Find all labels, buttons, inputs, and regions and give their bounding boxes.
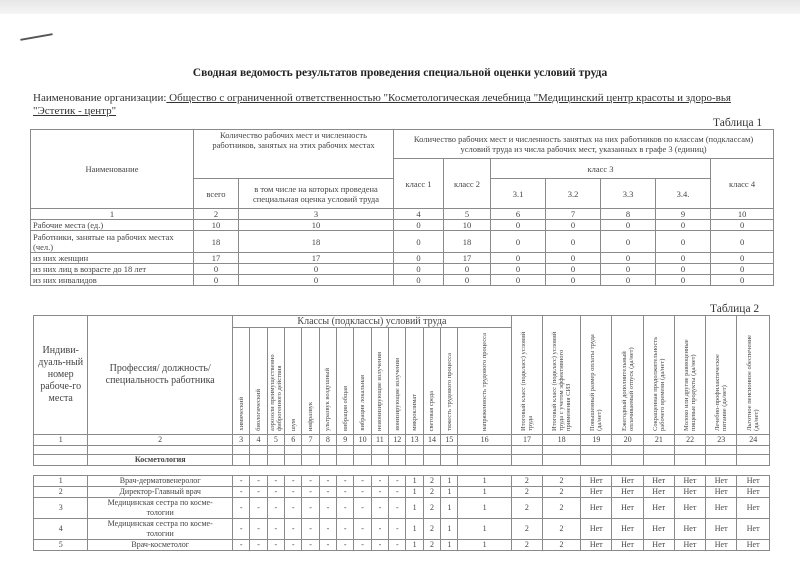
cell: 0 [711, 264, 774, 275]
cell: - [302, 540, 319, 551]
cell: - [319, 498, 336, 519]
cell: 0 [711, 253, 774, 264]
cell: 0 [194, 275, 239, 286]
cell: 1 [406, 476, 423, 487]
organization-label: Наименование организации: [33, 92, 167, 104]
cell: Нет [674, 498, 705, 519]
cell: - [285, 487, 302, 498]
summary-table-1 [30, 129, 774, 286]
header-text: световая среда [428, 390, 436, 431]
cell: - [371, 476, 388, 487]
header-factor-non-ionizing [371, 328, 388, 435]
header-text: химический [237, 397, 245, 431]
col-number: 19 [581, 435, 612, 446]
cell: Нет [674, 540, 705, 551]
header-text: Молоко или другие равноценные пищевые продукты (да/нет) [683, 339, 698, 431]
header-factor-lighting [423, 328, 440, 435]
cell: 1 [406, 540, 423, 551]
header-factor-microclimate [406, 328, 423, 435]
cell: 10 [444, 220, 491, 231]
cell: 0 [444, 264, 491, 275]
cell: 1 [441, 487, 458, 498]
cell: 18 [194, 231, 239, 253]
cell: 0 [546, 275, 601, 286]
cell: 0 [601, 231, 656, 253]
header-text: ионизирующие излучения [393, 358, 401, 431]
organization-line [33, 92, 773, 118]
cell: 17 [444, 253, 491, 264]
cell: Нет [674, 519, 705, 540]
workplace-id: 4 [34, 519, 88, 540]
col-number: 16 [458, 435, 511, 446]
table-row [34, 476, 770, 487]
cell: - [250, 498, 267, 519]
cell: Нет [581, 498, 612, 519]
cell: - [389, 540, 406, 551]
cell: 0 [491, 253, 546, 264]
cell: Нет [612, 476, 643, 487]
col-number: 21 [643, 435, 674, 446]
cell: - [337, 519, 354, 540]
header-class-3-2: 3.2 [546, 179, 601, 209]
cell: - [337, 487, 354, 498]
col-number: 24 [737, 435, 770, 446]
header-text: Ежегодный дополнительный оплачиваемый отпуск (да/нет) [620, 347, 635, 431]
header-factor-infrasound [302, 328, 319, 435]
cell: 1 [458, 540, 511, 551]
row-label: Работники, занятые на рабочих местах (чел.) [31, 231, 194, 253]
cell: 0 [656, 253, 711, 264]
cell: 0 [394, 220, 444, 231]
cell: - [337, 540, 354, 551]
cell: Нет [674, 487, 705, 498]
cell: 0 [394, 253, 444, 264]
header-text: тяжесть трудового процесса [445, 353, 453, 431]
cell: 0 [546, 231, 601, 253]
col-number: 15 [441, 435, 458, 446]
header-factor-ionizing [389, 328, 406, 435]
cell: - [250, 487, 267, 498]
cell: 0 [601, 264, 656, 275]
cell: - [389, 487, 406, 498]
cell: - [337, 498, 354, 519]
cell: - [337, 476, 354, 487]
row-label: из них женщин [31, 253, 194, 264]
cell: 2 [511, 487, 542, 498]
cell: - [389, 498, 406, 519]
table-row [34, 519, 770, 540]
cell: Нет [643, 519, 674, 540]
cell: 2 [511, 476, 542, 487]
cell: - [233, 487, 250, 498]
cell: - [233, 498, 250, 519]
col-number: 8 [601, 209, 656, 220]
cell: 0 [711, 220, 774, 231]
header-classes-group: Количество рабочих мест и численность занятых на них работников по классам (подклассам) условий труда из числа рабочих мест, указанных в графе 3 (единиц) [394, 130, 774, 159]
header-text: биологический [255, 389, 262, 431]
cell: - [319, 519, 336, 540]
cell: - [233, 476, 250, 487]
cell: - [250, 519, 267, 540]
cell: - [285, 540, 302, 551]
header-med-food [706, 316, 737, 435]
cell: - [267, 540, 284, 551]
cell: 1 [406, 498, 423, 519]
col-number: 17 [511, 435, 542, 446]
cell: 2 [423, 540, 440, 551]
cell: 2 [511, 519, 542, 540]
profession: Врач-косметолог [88, 540, 233, 551]
cell: 1 [458, 476, 511, 487]
col-number: 2 [194, 209, 239, 220]
cell: 2 [542, 487, 580, 498]
header-class3: класс 3 [491, 159, 711, 179]
cell: 0 [711, 275, 774, 286]
header-assessed: в том числе на которых проведена специальная оценка условий труда [239, 179, 394, 209]
cell: Нет [581, 487, 612, 498]
cell: - [267, 476, 284, 487]
cell: 1 [441, 519, 458, 540]
header-text: напряженность трудового процесса [481, 332, 489, 431]
header-text: микроклимат [411, 394, 419, 431]
cell: 17 [194, 253, 239, 264]
cell: Нет [737, 487, 770, 498]
col-number: 6 [491, 209, 546, 220]
cell: 0 [546, 264, 601, 275]
cell: 0 [546, 253, 601, 264]
cell: 0 [394, 231, 444, 253]
col-number: 1 [34, 435, 88, 446]
table-row [31, 231, 774, 253]
col-number: 10 [711, 209, 774, 220]
cell: Нет [581, 476, 612, 487]
cell: Нет [706, 487, 737, 498]
workplace-id: 3 [34, 498, 88, 519]
cell: Нет [737, 476, 770, 487]
cell: 1 [458, 519, 511, 540]
header-factor-noise [285, 328, 302, 435]
document-title: Сводная ведомость результатов проведения специальной оценки условий труда [192, 67, 608, 79]
cell: Нет [612, 487, 643, 498]
header-final-class [511, 316, 542, 435]
cell: - [319, 540, 336, 551]
cell: - [233, 519, 250, 540]
cell: Нет [706, 519, 737, 540]
cell: Нет [706, 476, 737, 487]
cell: 2 [542, 498, 580, 519]
cell: 0 [394, 264, 444, 275]
header-class4: класс 4 [711, 159, 774, 209]
header-factor-biological [250, 328, 267, 435]
cell: 0 [711, 231, 774, 253]
col-number: 4 [250, 435, 267, 446]
scan-top-edge [0, 0, 800, 14]
table-row [31, 275, 774, 286]
cell: 2 [542, 476, 580, 487]
workplace-id: 2 [34, 487, 88, 498]
header-workplaces-group: Количество рабочих мест и численность работников, занятых на этих рабочих местах [194, 130, 394, 179]
cell: 18 [239, 231, 394, 253]
header-class-3-4: 3.4. [656, 179, 711, 209]
cell: - [302, 498, 319, 519]
profession: Медицинская сестра по косме-тологии [88, 498, 233, 519]
cell: - [371, 540, 388, 551]
col-number: 2 [88, 435, 233, 446]
table-row [31, 264, 774, 275]
cell: 0 [601, 220, 656, 231]
cell: Нет [643, 487, 674, 498]
profession: Директор-Главный врач [88, 487, 233, 498]
header-text: вибрация общая [341, 386, 349, 431]
cell: 0 [491, 231, 546, 253]
header-factor-intensity [458, 328, 511, 435]
cell: 0 [656, 264, 711, 275]
cell: - [371, 519, 388, 540]
header-profession: Профессия/ должность/ специальность работника [88, 316, 233, 435]
cell: - [285, 519, 302, 540]
cell: 1 [441, 498, 458, 519]
workplaces-table-2-body [33, 475, 770, 551]
cell: Нет [612, 540, 643, 551]
cell: - [250, 540, 267, 551]
cell: 0 [194, 264, 239, 275]
cell: 18 [444, 231, 491, 253]
row-label: из них лиц в возрасте до 18 лет [31, 264, 194, 275]
header-factor-vibration-general [337, 328, 354, 435]
col-number: 3 [239, 209, 394, 220]
cell: 2 [542, 519, 580, 540]
table1-label: Таблица 1 [713, 117, 763, 129]
header-text: Лечебно-профилактическое питание (да/нет) [714, 354, 729, 431]
col-number: 18 [543, 435, 581, 446]
cell: - [371, 487, 388, 498]
cell: 2 [423, 487, 440, 498]
cell: Нет [643, 540, 674, 551]
col-number: 5 [267, 435, 284, 446]
cell: 0 [239, 275, 394, 286]
header-text: Повышенный размер оплаты труда (да/нет) [589, 334, 604, 431]
header-text: ультразвук воздушный [324, 367, 332, 431]
header-factor-chemical [232, 328, 249, 435]
cell: 10 [194, 220, 239, 231]
cell: 0 [546, 220, 601, 231]
cell: - [354, 487, 371, 498]
cell: 0 [491, 264, 546, 275]
cell: - [389, 519, 406, 540]
col-number: 8 [319, 435, 336, 446]
col-number: 5 [444, 209, 491, 220]
col-number: 1 [31, 209, 194, 220]
cell: 0 [656, 275, 711, 286]
cell: Нет [612, 519, 643, 540]
col-number: 12 [389, 435, 406, 446]
col-number: 7 [546, 209, 601, 220]
header-text: Итоговый класс (подкласс) условий труда с учетом эффективного применения СИЗ [551, 331, 573, 431]
cell: - [354, 540, 371, 551]
row-label: Рабочие места (ед.) [31, 220, 194, 231]
cell: 0 [444, 275, 491, 286]
column-number-row [34, 435, 770, 446]
cell: - [371, 498, 388, 519]
cell: 17 [239, 253, 394, 264]
table2-label: Таблица 2 [710, 303, 760, 315]
col-number: 14 [423, 435, 440, 446]
workplace-id: 5 [34, 540, 88, 551]
cell: Нет [612, 498, 643, 519]
col-number: 6 [285, 435, 302, 446]
header-text: Сокращенная продолжительность рабочего времени (да/нет) [651, 336, 666, 431]
col-number: 13 [406, 435, 423, 446]
table-row [34, 540, 770, 551]
col-number: 9 [337, 435, 354, 446]
header-text: шум [289, 418, 297, 431]
cell: - [267, 487, 284, 498]
cell: Нет [737, 540, 770, 551]
header-workplace-id: Индиви-дуаль-ный номер рабоче-го места [34, 316, 88, 435]
cell: - [389, 476, 406, 487]
col-number: 3 [232, 435, 249, 446]
cell: Нет [737, 519, 770, 540]
header-pension [737, 316, 770, 435]
cell: Нет [643, 498, 674, 519]
header-text: Льготное пенсионное обеспечение (да/нет) [746, 334, 761, 431]
header-extra-leave [612, 316, 643, 435]
section-title: Косметология [88, 455, 233, 466]
cell: 0 [656, 220, 711, 231]
header-text: вибрация локальная [359, 375, 367, 431]
workplaces-table-2 [33, 315, 770, 466]
header-text: инфразвук [307, 401, 315, 431]
section-row [34, 455, 770, 466]
header-short-time [643, 316, 674, 435]
cell: 1 [406, 487, 423, 498]
cell: 2 [423, 498, 440, 519]
header-class1: класс 1 [394, 159, 444, 209]
header-text: неионизирующие излучения [376, 352, 384, 431]
col-number: 22 [674, 435, 705, 446]
col-number: 11 [371, 435, 388, 446]
cell: - [319, 476, 336, 487]
cell: Нет [737, 498, 770, 519]
header-class-3-1: 3.1 [491, 179, 546, 209]
cell: - [302, 519, 319, 540]
header-milk [674, 316, 705, 435]
cell: Нет [706, 498, 737, 519]
header-factor-vibration-local [354, 328, 371, 435]
cell: 10 [239, 220, 394, 231]
column-number-row [31, 209, 774, 220]
cell: 0 [239, 264, 394, 275]
row-label: из них инвалидов [31, 275, 194, 286]
profession: Врач-дерматовенеролог [88, 476, 233, 487]
cell: - [250, 476, 267, 487]
header-total: всего [194, 179, 239, 209]
cell: 0 [601, 253, 656, 264]
table-row [31, 220, 774, 231]
cell: Нет [643, 476, 674, 487]
cell: Нет [581, 540, 612, 551]
cell: 1 [406, 519, 423, 540]
blank-row [34, 446, 770, 455]
table-row [34, 498, 770, 519]
cell: 0 [491, 275, 546, 286]
header-factor-ultrasound [319, 328, 336, 435]
cell: - [354, 498, 371, 519]
table-row [34, 487, 770, 498]
header-class2: класс 2 [444, 159, 491, 209]
cell: - [302, 487, 319, 498]
cell: 1 [441, 476, 458, 487]
cell: 2 [423, 476, 440, 487]
col-number: 4 [394, 209, 444, 220]
cell: - [319, 487, 336, 498]
col-number: 20 [612, 435, 643, 446]
cell: - [285, 498, 302, 519]
cell: - [233, 540, 250, 551]
cell: 1 [441, 540, 458, 551]
cell: 2 [423, 519, 440, 540]
organization-name: Общество с ограниченной ответственностью "Косметологическая лечебница "Медицинский центр красоты и здоро-вья "Эстетик - центр" [33, 92, 731, 117]
cell: Нет [706, 540, 737, 551]
cell: - [267, 498, 284, 519]
cell: Нет [674, 476, 705, 487]
cell: 0 [491, 220, 546, 231]
cell: - [302, 476, 319, 487]
workplace-id: 1 [34, 476, 88, 487]
cell: - [285, 476, 302, 487]
table-row [31, 253, 774, 264]
col-number: 9 [656, 209, 711, 220]
col-number: 10 [354, 435, 371, 446]
profession: Медицинская сестра по косме-тологии [88, 519, 233, 540]
cell: 0 [601, 275, 656, 286]
cell: - [267, 519, 284, 540]
cell: 0 [394, 275, 444, 286]
cell: - [354, 519, 371, 540]
header-factor-severity [441, 328, 458, 435]
col-number: 7 [302, 435, 319, 446]
cell: 2 [542, 540, 580, 551]
header-text: аэрозоли преимущественно фиброгенного действия [268, 354, 283, 431]
cell: 1 [458, 498, 511, 519]
cell: Нет [581, 519, 612, 540]
header-extra-pay [581, 316, 612, 435]
header-final-class-ppe [543, 316, 581, 435]
header-factor-aerosols [267, 328, 284, 435]
pen-mark [20, 33, 53, 41]
cell: 2 [511, 540, 542, 551]
cell: 0 [656, 231, 711, 253]
header-classes-group: Классы (подклассы) условий труда [232, 316, 511, 328]
cell: 2 [511, 498, 542, 519]
cell: - [354, 476, 371, 487]
header-class-3-3: 3.3 [601, 179, 656, 209]
header-text: Итоговый класс (подкласс) условий труда [519, 331, 534, 431]
cell: 1 [458, 487, 511, 498]
header-name: Наименование [31, 130, 194, 209]
col-number: 23 [706, 435, 737, 446]
